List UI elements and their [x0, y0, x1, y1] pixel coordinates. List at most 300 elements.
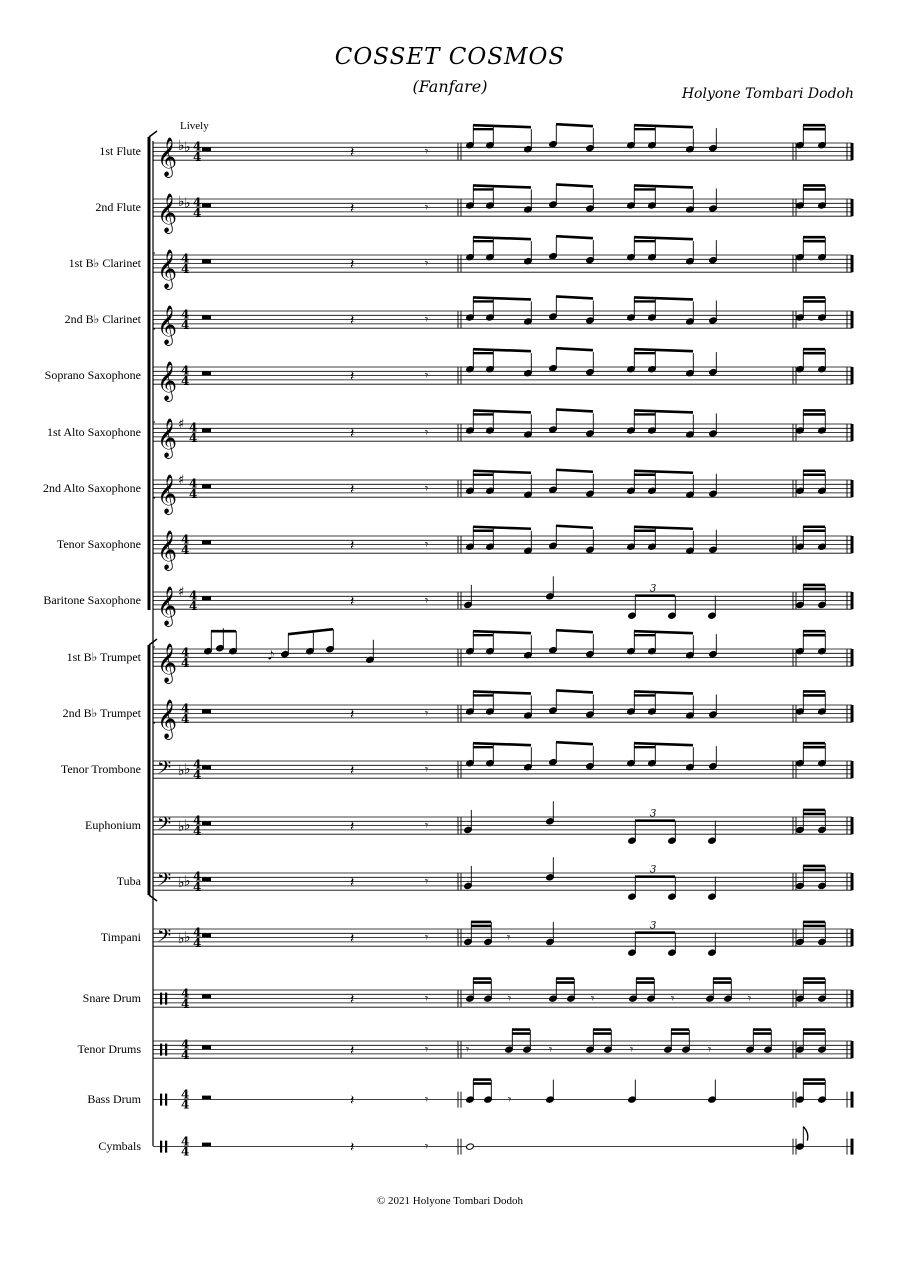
- note: [668, 821, 677, 845]
- time-signature-bottom: 4: [189, 487, 198, 502]
- beam: [556, 690, 593, 692]
- time-signature-bottom: 4: [181, 1097, 190, 1112]
- note: [586, 634, 595, 658]
- eighth-rest-icon: 𝄾: [425, 481, 429, 496]
- note: [627, 743, 636, 767]
- eighth-rest-icon: 𝄾: [671, 991, 675, 1006]
- eighth-rest-icon: 𝄾: [425, 1042, 429, 1057]
- composer-name: Holyone Tombari Dodoh: [681, 86, 854, 102]
- note: [709, 188, 718, 212]
- beam: [634, 349, 693, 351]
- note: [708, 596, 717, 620]
- time-signature-top: 4: [189, 588, 198, 603]
- beam: [473, 125, 531, 127]
- note: [628, 877, 637, 901]
- bracket-hook: [149, 131, 157, 137]
- beam: [473, 237, 531, 239]
- treble-clef-icon: 𝄞: [157, 305, 178, 346]
- note: [796, 585, 805, 609]
- beam: [556, 742, 593, 744]
- note: [524, 129, 533, 153]
- half-rest-icon: [202, 934, 211, 938]
- half-rest-icon: [202, 995, 211, 999]
- time-signature-bottom: 4: [181, 656, 190, 671]
- note: [466, 527, 475, 551]
- time-signature-top: 4: [193, 813, 202, 828]
- instrument-label: 2nd Flute: [95, 199, 141, 214]
- beam: [473, 297, 531, 299]
- beam: [634, 631, 693, 633]
- note: [466, 979, 475, 1003]
- flat-icon: ♭: [178, 818, 185, 835]
- percussion-clef-icon: [160, 1044, 162, 1056]
- note: [796, 349, 805, 373]
- note: [204, 631, 213, 655]
- instrument-label: Timpani: [100, 929, 141, 944]
- note: [549, 470, 558, 494]
- instrument-label: 2nd Alto Saxophone: [43, 480, 141, 495]
- quarter-rest-icon: 𝄽: [350, 368, 355, 385]
- note: [524, 635, 533, 659]
- note: [708, 1080, 717, 1104]
- eighth-rest-icon: 𝄾: [425, 1092, 429, 1107]
- note: [796, 691, 805, 715]
- time-signature-bottom: 4: [181, 374, 190, 389]
- note: [306, 631, 315, 655]
- note: [627, 631, 636, 655]
- note: [708, 821, 717, 845]
- half-rest-icon: [202, 541, 211, 545]
- note: [668, 933, 677, 957]
- eighth-rest-icon: 𝄾: [425, 200, 429, 215]
- note: [549, 690, 558, 714]
- time-signature-top: 4: [181, 363, 190, 378]
- note: [686, 695, 695, 719]
- note: [586, 240, 595, 264]
- note: [586, 474, 595, 498]
- half-rest-icon: [202, 710, 211, 714]
- triplet-mark: 3: [650, 583, 657, 595]
- note: [466, 631, 475, 655]
- note: [586, 300, 595, 324]
- quarter-rest-icon: 𝄽: [350, 874, 355, 891]
- quarter-rest-icon: 𝄽: [350, 762, 355, 779]
- treble-clef-icon: 𝄞: [157, 193, 178, 234]
- flat-icon: ♭: [184, 139, 191, 156]
- time-signature-top: 4: [181, 1087, 190, 1102]
- time-signature-bottom: 4: [181, 997, 190, 1012]
- note: [466, 297, 475, 321]
- note: [524, 241, 533, 265]
- note: [709, 530, 718, 554]
- score-title: COSSET COSMOS: [334, 44, 566, 70]
- note: [466, 237, 475, 261]
- percussion-clef-icon: [160, 993, 162, 1005]
- beam: [473, 410, 531, 412]
- note: [549, 526, 558, 550]
- note: [796, 297, 805, 321]
- flat-icon: ♭: [184, 817, 191, 834]
- note: [686, 129, 695, 153]
- whole-note: [466, 1143, 475, 1150]
- beam: [556, 296, 593, 298]
- eighth-rest-icon: 𝄾: [630, 1042, 634, 1057]
- note: [524, 695, 533, 719]
- note: [627, 410, 636, 434]
- time-signature-bottom: 4: [193, 936, 202, 951]
- time-signature-top: 4: [193, 195, 202, 210]
- bass-clef-icon: 𝄢: [157, 869, 172, 895]
- grace-note-icon: 𝅘𝅥𝅮: [268, 648, 275, 663]
- note: [524, 475, 533, 499]
- time-signature-bottom: 4: [181, 318, 190, 333]
- note: [796, 527, 805, 551]
- flag: [803, 1127, 808, 1141]
- note: [709, 352, 718, 376]
- eighth-rest-icon: 𝄾: [508, 991, 512, 1006]
- note: [464, 922, 473, 946]
- time-signature-bottom: 4: [181, 712, 190, 727]
- note: [524, 414, 533, 438]
- note: [708, 877, 717, 901]
- percussion-clef-icon: [165, 1044, 167, 1056]
- instrument-label: 2nd B♭ Trumpet: [62, 705, 141, 720]
- note: [686, 241, 695, 265]
- time-signature-bottom: 4: [193, 150, 202, 165]
- note: [586, 413, 595, 437]
- beam: [634, 471, 693, 473]
- bass-clef-icon: 𝄢: [157, 925, 172, 951]
- beam: [634, 410, 693, 412]
- note: [586, 352, 595, 376]
- time-signature-top: 4: [181, 251, 190, 266]
- note: [466, 125, 475, 149]
- eighth-rest-icon: 𝄾: [591, 991, 595, 1006]
- quarter-rest-icon: 𝄽: [350, 706, 355, 723]
- note: [627, 185, 636, 209]
- time-signature-top: 4: [189, 420, 198, 435]
- note: [524, 531, 533, 555]
- half-rest-icon: [202, 878, 211, 882]
- time-signature-top: 4: [181, 1037, 190, 1052]
- note: [586, 128, 595, 152]
- note: [586, 746, 595, 770]
- flat-icon: ♭: [184, 195, 191, 212]
- time-signature-top: 4: [193, 139, 202, 154]
- note: [628, 596, 637, 620]
- note: [796, 979, 805, 1003]
- beam: [556, 236, 593, 238]
- flat-icon: ♭: [178, 874, 185, 891]
- beam: [473, 691, 531, 693]
- note: [546, 857, 555, 881]
- note: [709, 634, 718, 658]
- eighth-rest-icon: 𝄾: [748, 991, 752, 1006]
- note: [524, 301, 533, 325]
- note: [549, 742, 558, 766]
- note: [686, 301, 695, 325]
- note: [686, 189, 695, 213]
- note: [796, 185, 805, 209]
- instrument-label: Tenor Trombone: [60, 761, 141, 776]
- instrument-label: 1st B♭ Clarinet: [68, 255, 141, 270]
- beam: [634, 743, 693, 745]
- beam: [473, 471, 531, 473]
- note: [466, 691, 475, 715]
- note: [686, 531, 695, 555]
- note: [326, 629, 335, 653]
- half-rest-icon: [202, 1096, 211, 1100]
- note: [628, 933, 637, 957]
- note: [796, 125, 805, 149]
- half-rest-icon: [202, 597, 211, 601]
- note: [796, 471, 805, 495]
- percussion-clef-icon: [165, 1141, 167, 1153]
- instrument-label: Soprano Saxophone: [44, 367, 141, 382]
- time-signature-top: 4: [181, 986, 190, 1001]
- beam: [634, 297, 693, 299]
- note: [709, 474, 718, 498]
- eighth-rest-icon: 𝄾: [425, 368, 429, 383]
- time-signature-top: 4: [181, 532, 190, 547]
- time-signature-bottom: 4: [193, 768, 202, 783]
- treble-clef-icon: 𝄞: [157, 643, 178, 684]
- beam: [473, 527, 531, 529]
- sub-bracket: [153, 647, 155, 723]
- beam: [556, 630, 593, 632]
- beam: [473, 743, 531, 745]
- eighth-rest-icon: 𝄾: [425, 874, 429, 889]
- time-signature-top: 4: [181, 1134, 190, 1149]
- quarter-rest-icon: 𝄽: [350, 930, 355, 947]
- note: [629, 979, 638, 1003]
- beam: [634, 125, 693, 127]
- beam: [556, 348, 593, 350]
- note: [796, 743, 805, 767]
- note: [627, 349, 636, 373]
- eighth-rest-icon: 𝄾: [425, 762, 429, 777]
- note: [586, 694, 595, 718]
- beam: [556, 184, 593, 186]
- instrument-label: Tuba: [116, 873, 141, 888]
- note: [709, 128, 718, 152]
- note: [466, 743, 475, 767]
- note: [796, 410, 805, 434]
- note: [524, 353, 533, 377]
- note: [549, 348, 558, 372]
- treble-clef-icon: 𝄞: [157, 699, 178, 740]
- note: [627, 471, 636, 495]
- bass-clef-icon: 𝄢: [157, 813, 172, 839]
- instrument-label: Snare Drum: [82, 990, 141, 1005]
- note: [524, 747, 533, 771]
- beam: [634, 527, 693, 529]
- instrument-label: Euphonium: [85, 817, 141, 832]
- treble-clef-icon: 𝄞: [157, 586, 178, 627]
- eighth-rest-icon: 𝄾: [425, 706, 429, 721]
- eighth-rest-icon: 𝄾: [425, 991, 429, 1006]
- note: [549, 236, 558, 260]
- quarter-rest-icon: 𝄽: [350, 312, 355, 329]
- note: [668, 877, 677, 901]
- note: [546, 801, 555, 825]
- note: [546, 576, 555, 600]
- half-rest-icon: [202, 1143, 211, 1147]
- bass-clef-icon: 𝄢: [157, 757, 172, 783]
- beam: [556, 409, 593, 411]
- treble-clef-icon: 𝄞: [157, 418, 178, 459]
- quarter-rest-icon: 𝄽: [350, 1092, 355, 1109]
- instrument-label: 1st B♭ Trumpet: [66, 649, 141, 664]
- note: [366, 640, 375, 664]
- eighth-rest-icon: 𝄾: [425, 818, 429, 833]
- note: [686, 635, 695, 659]
- time-signature-top: 4: [193, 869, 202, 884]
- flat-icon: ♭: [178, 930, 185, 947]
- note: [505, 1030, 514, 1054]
- beam: [556, 526, 593, 528]
- sub-bracket: [153, 422, 155, 498]
- beam: [473, 631, 531, 633]
- quarter-rest-icon: 𝄽: [350, 537, 355, 554]
- note: [686, 414, 695, 438]
- eighth-rest-icon: 𝄾: [425, 593, 429, 608]
- note: [627, 527, 636, 551]
- notehead: [466, 1143, 475, 1150]
- beam: [634, 691, 693, 693]
- note: [627, 237, 636, 261]
- note: [466, 410, 475, 434]
- time-signature-bottom: 4: [181, 262, 190, 277]
- half-rest-icon: [202, 372, 211, 376]
- half-rest-icon: [202, 316, 211, 320]
- note: [628, 821, 637, 845]
- half-rest-icon: [202, 148, 211, 152]
- quarter-rest-icon: 𝄽: [350, 991, 355, 1008]
- note: [464, 585, 473, 609]
- flat-icon: ♭: [184, 929, 191, 946]
- sharp-icon: ♯: [178, 473, 185, 488]
- time-signature-bottom: 4: [193, 206, 202, 221]
- quarter-rest-icon: 𝄽: [350, 200, 355, 217]
- note: [686, 475, 695, 499]
- time-signature-top: 4: [193, 757, 202, 772]
- time-signature-top: 4: [181, 701, 190, 716]
- note: [549, 630, 558, 654]
- quarter-rest-icon: 𝄽: [350, 593, 355, 610]
- note: [709, 694, 718, 718]
- half-rest-icon: [202, 260, 211, 264]
- half-rest-icon: [202, 429, 211, 433]
- note: [546, 1080, 555, 1104]
- treble-clef-icon: 𝄞: [157, 474, 178, 515]
- note: [796, 810, 805, 834]
- beam: [634, 237, 693, 239]
- triplet-mark: 3: [650, 864, 657, 876]
- eighth-rest-icon: 𝄾: [425, 930, 429, 945]
- flat-icon: ♭: [178, 193, 185, 210]
- eighth-rest-icon: 𝄾: [425, 1139, 429, 1154]
- percussion-clef-icon: [160, 1141, 162, 1153]
- note: [464, 810, 473, 834]
- note: [549, 124, 558, 148]
- eighth-rest-icon: 𝄾: [425, 256, 429, 271]
- half-rest-icon: [202, 766, 211, 770]
- note: [466, 185, 475, 209]
- note: [586, 530, 595, 554]
- percussion-clef-icon: [165, 993, 167, 1005]
- flat-icon: ♭: [178, 762, 185, 779]
- eighth-rest-icon: 𝄾: [425, 425, 429, 440]
- note: [549, 184, 558, 208]
- instrument-label: 1st Alto Saxophone: [46, 424, 141, 439]
- note: [796, 922, 805, 946]
- half-rest-icon: [202, 204, 211, 208]
- treble-clef-icon: 𝄞: [157, 137, 178, 178]
- score-subtitle: (Fanfare): [412, 77, 488, 96]
- sharp-icon: ♯: [178, 417, 185, 432]
- half-rest-icon: [202, 485, 211, 489]
- beam: [473, 185, 531, 187]
- note: [627, 297, 636, 321]
- beam: [288, 629, 333, 634]
- instrument-label: Cymbals: [98, 1138, 141, 1153]
- instrument-label: Tenor Drums: [77, 1041, 141, 1056]
- time-signature-top: 4: [189, 476, 198, 491]
- half-rest-icon: [202, 1046, 211, 1050]
- quarter-rest-icon: 𝄽: [350, 481, 355, 498]
- tempo-marking: Lively: [180, 120, 209, 132]
- time-signature-top: 4: [181, 307, 190, 322]
- quarter-rest-icon: 𝄽: [350, 1139, 355, 1156]
- eighth-rest-icon: 𝄾: [425, 537, 429, 552]
- eighth-rest-icon: 𝄾: [425, 144, 429, 159]
- note: [709, 300, 718, 324]
- time-signature-bottom: 4: [189, 431, 198, 446]
- note: [464, 866, 473, 890]
- note: [708, 933, 717, 957]
- quarter-rest-icon: 𝄽: [350, 1042, 355, 1059]
- eighth-rest-icon: 𝄾: [708, 1042, 712, 1057]
- eighth-rest-icon: 𝄾: [508, 1092, 512, 1107]
- percussion-clef-icon: [160, 1094, 162, 1106]
- instrument-label: Tenor Saxophone: [56, 536, 141, 551]
- note: [709, 413, 718, 437]
- beam: [473, 349, 531, 351]
- sharp-icon: ♯: [178, 585, 185, 600]
- note: [466, 1080, 475, 1104]
- beam: [556, 470, 593, 472]
- treble-clef-icon: 𝄞: [157, 249, 178, 290]
- eighth-rest-icon: 𝄾: [466, 1042, 470, 1057]
- note: [796, 1030, 805, 1054]
- note: [281, 634, 290, 658]
- note: [466, 349, 475, 373]
- note: [796, 631, 805, 655]
- note: [546, 922, 555, 946]
- note: [466, 471, 475, 495]
- quarter-rest-icon: 𝄽: [350, 425, 355, 442]
- quarter-rest-icon: 𝄽: [350, 144, 355, 161]
- instrument-label: Baritone Saxophone: [43, 592, 141, 607]
- note: [796, 866, 805, 890]
- note: [686, 353, 695, 377]
- triplet-mark: 3: [650, 808, 657, 820]
- time-signature-bottom: 4: [181, 543, 190, 558]
- note: [549, 979, 558, 1003]
- note: [796, 237, 805, 261]
- percussion-clef-icon: [165, 1094, 167, 1106]
